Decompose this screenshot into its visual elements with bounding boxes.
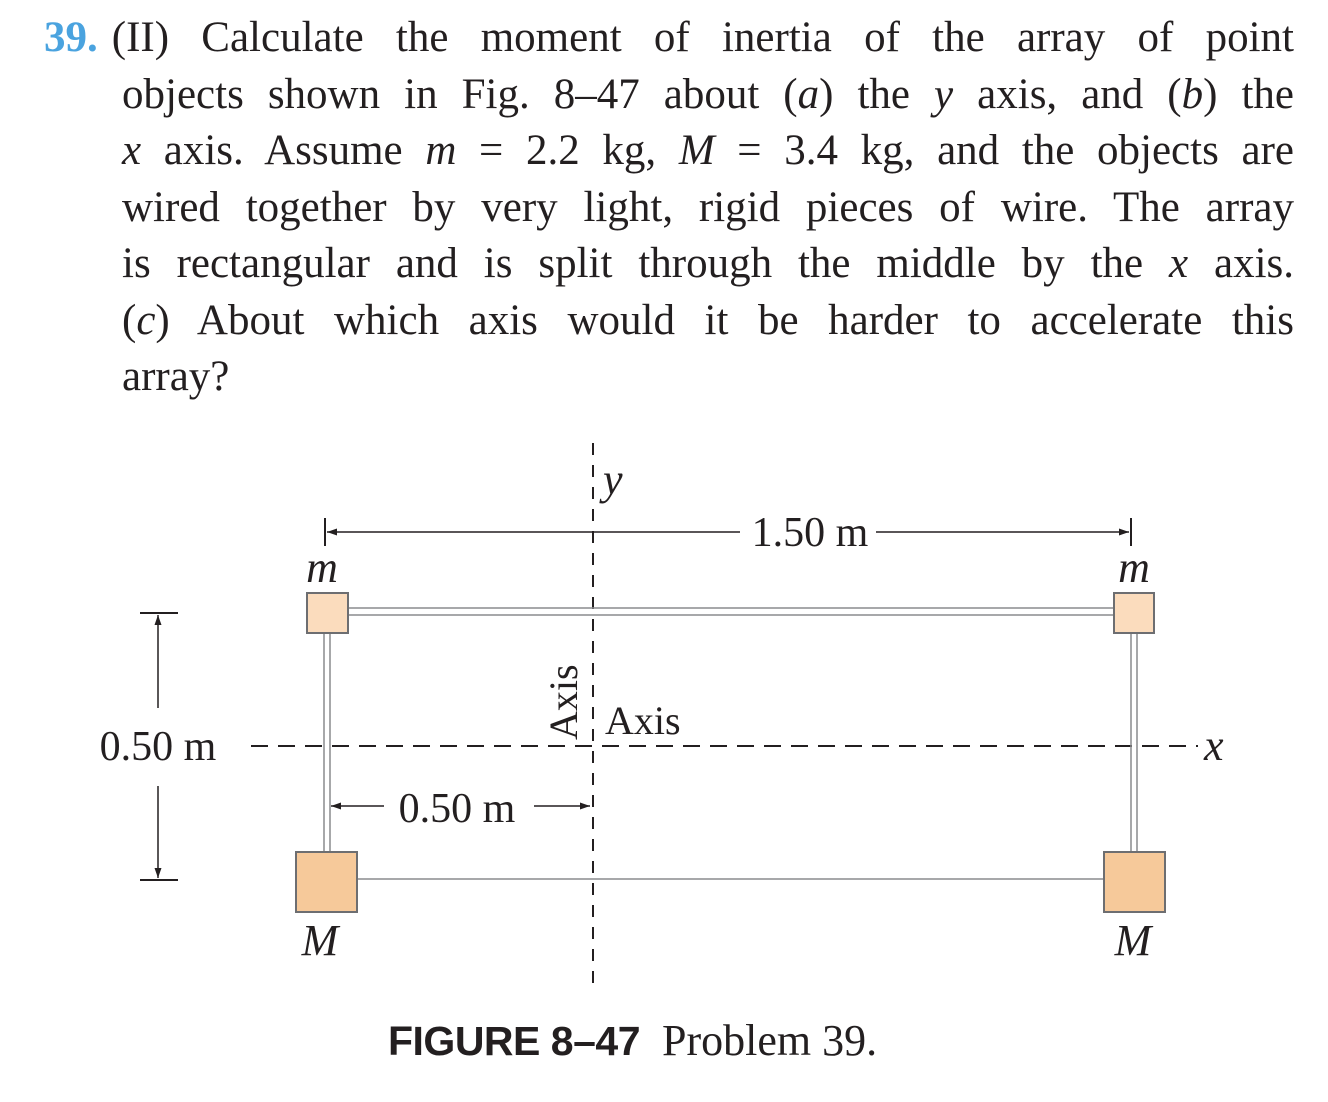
- problem-line-2: objects shown in Fig. 8–47 about (a) the y axis, and (b) the: [122, 70, 1295, 118]
- problem-line-6: (c) About which axis would it be harder to accelerate this: [122, 296, 1294, 344]
- problem-line-1: 39. (II) Calculate the moment of inertia of the array of point: [44, 14, 1294, 61]
- large-mass-bottom-right: [1104, 852, 1165, 912]
- small-mass-label-left: m: [306, 543, 338, 592]
- figure-caption-label: FIGURE 8–47: [388, 1018, 640, 1064]
- top-wire: [348, 608, 1115, 615]
- vertical-axis-word: Axis: [541, 664, 586, 740]
- right-wire: [1131, 633, 1137, 852]
- large-mass-bottom-left: [296, 852, 357, 912]
- problem-line-3: x axis. Assume m = 2.2 kg, M = 3.4 kg, and the objects are: [122, 127, 1294, 174]
- figure-caption: [388, 1013, 877, 1069]
- problem-line-5: is rectangular and is split through the middle by the x axis.: [122, 240, 1294, 287]
- large-mass-label-right: M: [1114, 916, 1152, 965]
- figure-caption-text: Problem 39.: [662, 1016, 878, 1065]
- width-dimension-label: 1.50 m: [751, 510, 869, 556]
- height-dimension-label: 0.50 m: [99, 724, 217, 770]
- problem-number: 39.: [44, 14, 98, 61]
- y-axis-label: y: [603, 455, 623, 504]
- small-mass-label-right: m: [1118, 543, 1150, 592]
- small-mass-top-right: [1114, 593, 1154, 633]
- x-axis-label: x: [1204, 721, 1224, 770]
- small-mass-top-left: [307, 593, 348, 633]
- problem-line-7: array?: [122, 353, 230, 400]
- offset-dimension-label: 0.50 m: [398, 786, 516, 832]
- large-mass-label-left: M: [301, 916, 339, 965]
- left-wire: [324, 633, 330, 852]
- problem-line-4: wired together by very light, rigid pieces of wire. The array: [122, 183, 1294, 231]
- horizontal-axis-word: Axis: [605, 698, 681, 743]
